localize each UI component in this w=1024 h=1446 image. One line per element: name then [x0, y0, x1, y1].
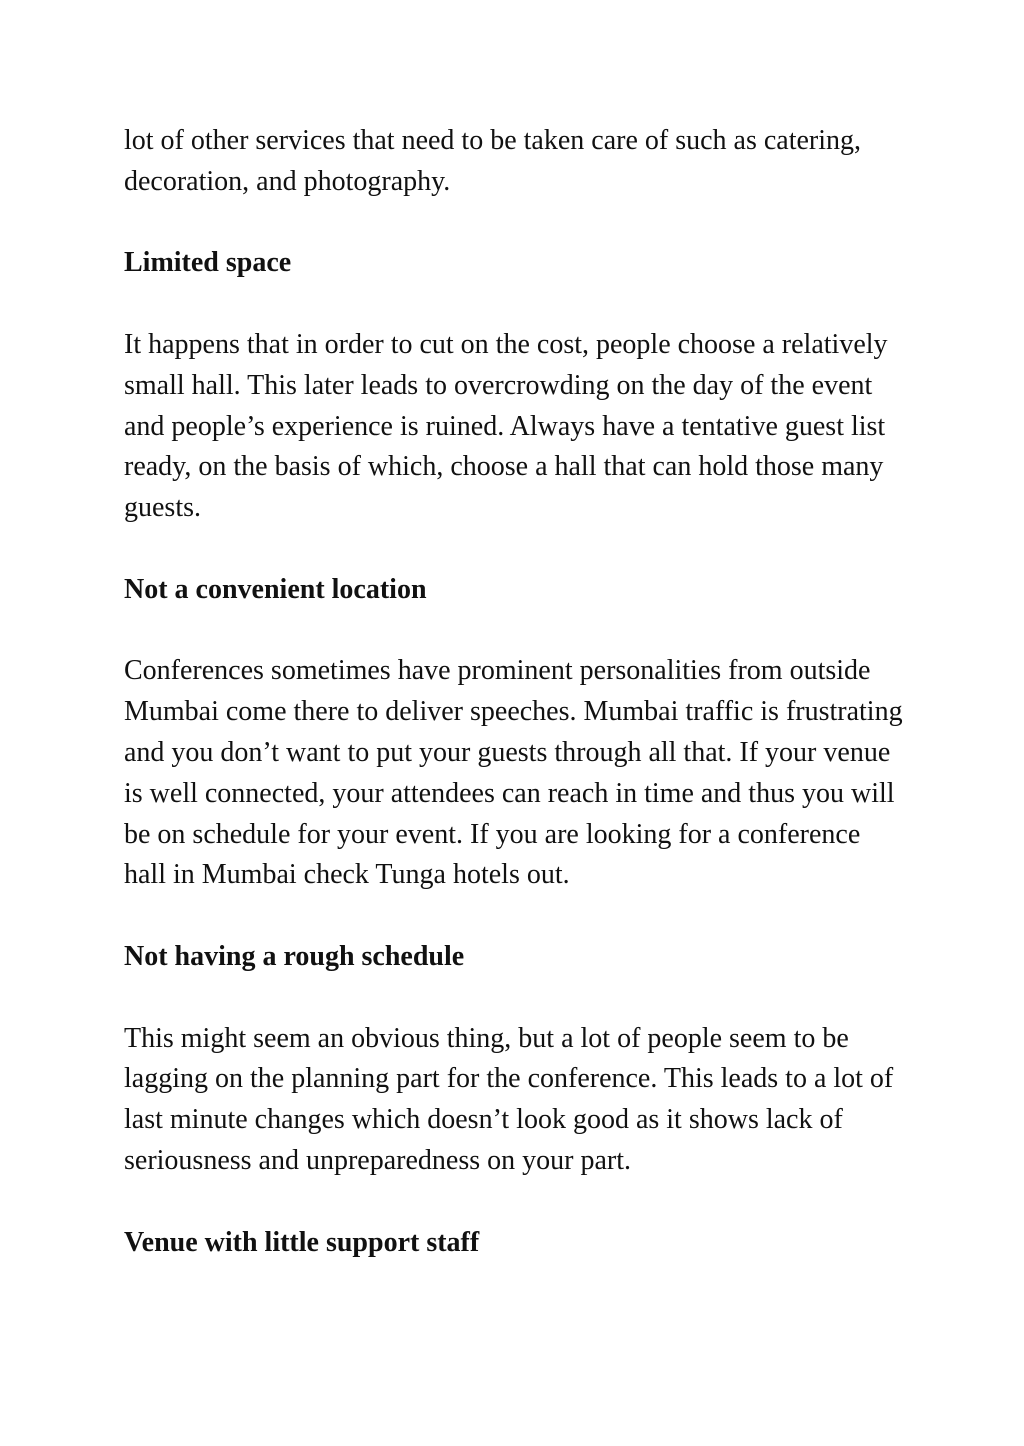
spacer — [124, 529, 904, 570]
spacer — [124, 611, 904, 652]
spacer — [124, 896, 904, 937]
document-page — [124, 121, 904, 1263]
spacer — [124, 1182, 904, 1223]
section-body-limited-space: It happens that in order to cut on the cost, people choose a relatively small hall. This later leads to overcrowding on the day of the event and people’s experience is ruined. Always have a tentative guest list ready, on the basis of which, choose a hall that can hold those many guests. — [124, 328, 888, 524]
intro-paragraph: lot of other services that need to be taken care of such as catering, decoration, and photography. — [124, 125, 862, 197]
section-heading-location: Not a convenient location — [124, 573, 427, 605]
section-body-schedule: This might seem an obvious thing, but a lot of people seem to be lagging on the planning part for the conference. This leads to a lot of last minute changes which doesn’t look good as it shows lack of seriousness and unpreparedness on your part. — [124, 1022, 894, 1176]
spacer — [124, 284, 904, 325]
section-body-location: Conferences sometimes have prominent personalities from outside Mumbai come there to deliver speeches. Mumbai traffic is frustrating and you don’t want to put your guests through all that. If your venue is well connected, your attendees can reach in time and thus you will be on schedule for your event. If you are looking for a conference hall in Mumbai check Tunga hotels out. — [124, 655, 903, 891]
spacer — [124, 978, 904, 1019]
section-heading-limited-space: Limited space — [124, 247, 292, 279]
section-heading-schedule: Not having a rough schedule — [124, 940, 465, 972]
spacer — [124, 203, 904, 244]
section-heading-support-staff: Venue with little support staff — [124, 1226, 480, 1258]
